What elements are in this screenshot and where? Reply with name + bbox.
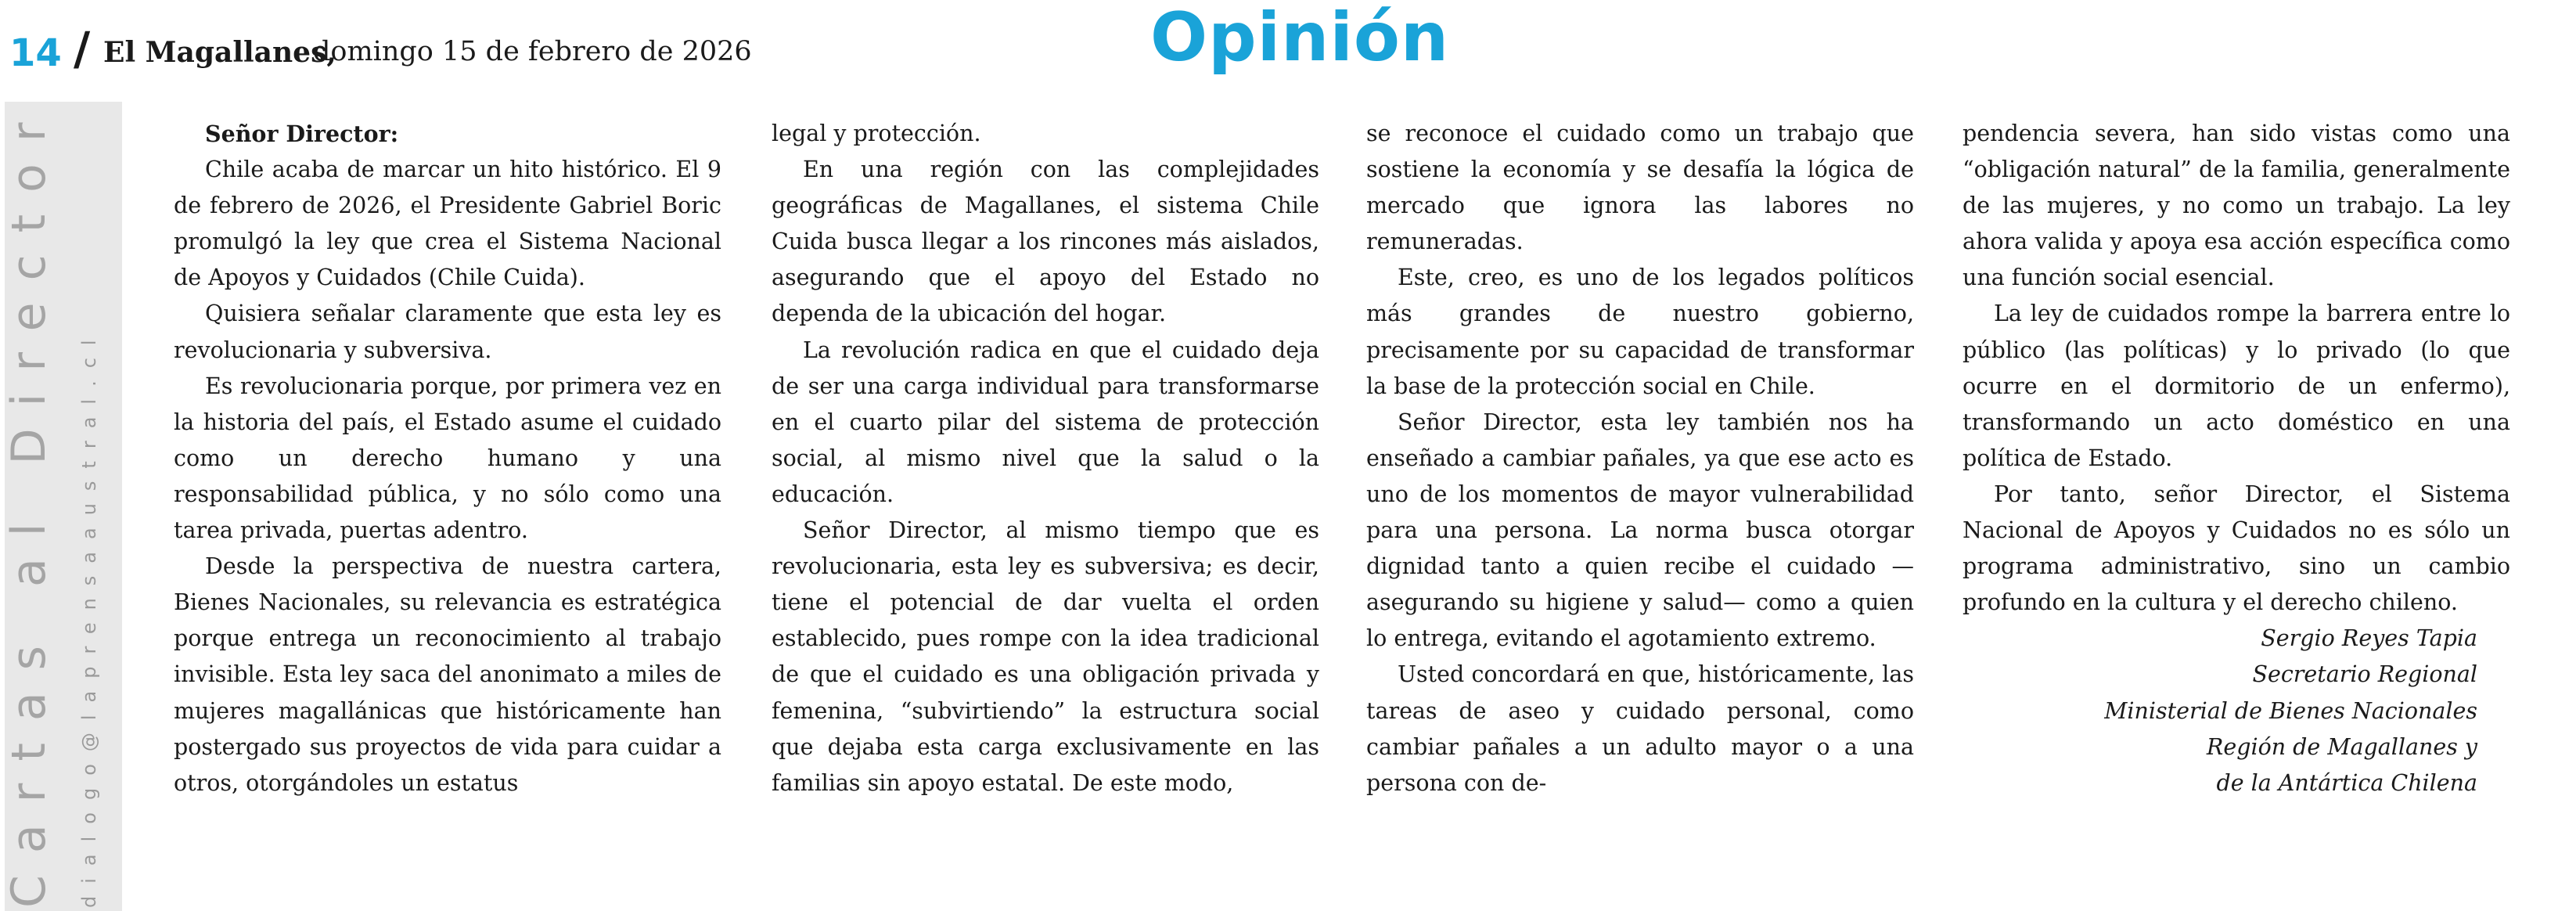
side-section-title: Cartas al Director — [2, 100, 56, 908]
text-column-4 — [1963, 116, 2510, 911]
letter-paragraph: Chile acaba de marcar un hito histórico. El 9 de febrero de 2026, el Presidente Gabriel Boric promulgó la ley que crea el Sistema Nacional de Apoyos y Cuidados (Chile Cuida). — [174, 157, 721, 291]
letter-paragraph-continued: legal y protección. — [772, 121, 981, 146]
letter-paragraph: Es revolucionaria porque, por primera vez en la historia del país, el Estado asume el cuidado como un derecho humano y una responsabilidad pública, y no sólo como una tarea privada, puertas adentro. — [174, 373, 721, 544]
signature-title-line: Secretario Regional — [2252, 661, 2477, 688]
letter-paragraph: En una región con las complejidades geográficas de Magallanes, el sistema Chile Cuida busca llegar a los rincones más aislados, asegurando que el apoyo del Estado no dependa de la ubicación del hogar. — [772, 157, 1319, 327]
letter-paragraph: Usted concordará en que, históricamente, las tareas de aseo y cuidado personal, como cambiar pañales a un adulto mayor o a una persona con de- — [1366, 661, 1914, 796]
letter-paragraph: La revolución radica en que el cuidado deja de ser una carga individual para transformarse en el cuarto pilar del sistema de protección social, al mismo nivel que la salud o la educación. — [772, 337, 1319, 507]
page-header — [0, 0, 2576, 94]
letter-paragraph: Señor Director, al mismo tiempo que es revolucionaria, esta ley es subversiva; es decir, tiene el potencial de dar vuelta el orden establecido, pues rompe con la idea tradicional de que el cuidado es una obligación privada y femenina, “subvirtiendo” la estructura social que dejaba esta carga exclusivamente en las familias sin apoyo estatal. De este modo, — [772, 517, 1319, 796]
newspaper-name: El Magallanes, — [103, 36, 336, 69]
issue-date: domingo 15 de febrero de 2026 — [313, 36, 752, 67]
section-title: Opinión — [1150, 0, 1450, 77]
side-contact-email: dialogo@laprensaaustral.cl — [78, 327, 100, 908]
letter-paragraph: La ley de cuidados rompe la barrera entre lo público (las políticas) y lo privado (lo que ocurre en el dormitorio de un enfermo), transformando un acto doméstico en una política de Estado. — [1963, 301, 2510, 471]
letter-paragraph: Señor Director, esta ley también nos ha enseñado a cambiar pañales, ya que ese acto es uno de los momentos de mayor vulnerabilidad para una persona. La norma busca otorgar dignidad tanto a quien recibe el cuidado —asegurando su higiene y salud— como a quien lo entrega, evitando el agotamiento extremo. — [1366, 409, 1914, 652]
text-column-1 — [174, 116, 721, 911]
letter-paragraph: Quisiera señalar claramente que esta ley es revolucionaria y subversiva. — [174, 301, 721, 363]
text-column-2 — [772, 116, 1319, 911]
header-separator: / — [74, 22, 91, 75]
letter-paragraph: Este, creo, es uno de los legados políticos más grandes de nuestro gobierno, precisamente por su capacidad de transformar la base de la protección social en Chile. — [1366, 265, 1914, 399]
letter-signature — [1963, 621, 2510, 801]
signature-title-line: Región de Magallanes y — [2206, 733, 2477, 760]
letter-paragraph-continued: pendencia severa, han sido vistas como una “obligación natural” de la familia, generalmente de las mujeres, y no como un trabajo. La ley ahora valida y apoya esa acción específica como una función social esencial. — [1963, 121, 2510, 291]
signature-title-line: de la Antártica Chilena — [2216, 769, 2477, 796]
signature-title-line: Ministerial de Bienes Nacionales — [2104, 697, 2477, 724]
letter-paragraph: Por tanto, señor Director, el Sistema Nacional de Apoyos y Cuidados no es sólo un programa administrativo, sino un cambio profundo en la cultura y el derecho chileno. — [1963, 481, 2510, 616]
letter-paragraph-continued: se reconoce el cuidado como un trabajo que sostiene la economía y se desafía la lógica de mercado que ignora las labores no remuneradas. — [1366, 121, 1914, 255]
text-column-3 — [1366, 116, 1914, 911]
signature-name: Sergio Reyes Tapia — [2261, 625, 2477, 652]
page-number: 14 — [9, 31, 62, 75]
letter-paragraph: Desde la perspectiva de nuestra cartera, Bienes Nacionales, su relevancia es estratégica porque entrega un reconocimiento al trabajo invisible. Esta ley saca del anonimato a miles de mujeres magallánicas que históricamente han postergado sus proyectos de vida para cuidar a otros, otorgándoles un estatus — [174, 553, 721, 796]
letter-salutation: Señor Director: — [205, 121, 399, 147]
